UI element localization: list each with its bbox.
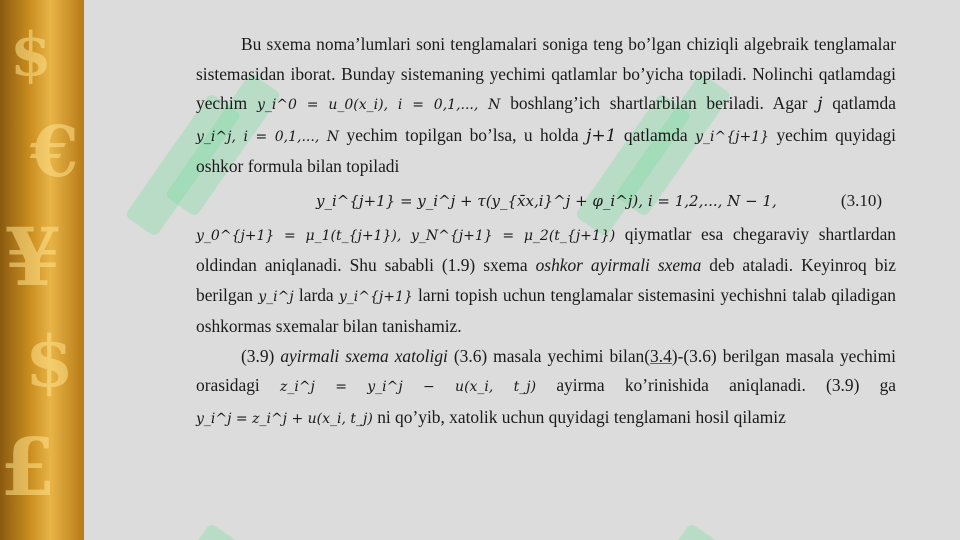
formula-next-layer: y_i^{j+1}	[695, 128, 770, 145]
equation-formula: y_i^{j+1} = y_i^j + τ(y_{x̄x,i}^j + φ_i^j), i = 1,2,..., N − 1,	[316, 191, 777, 210]
paragraph-3: (3.9) ayirmali sxema xatoligi (3.6) masala yechimi bilan(3.4)-(3.6) berilgan masala yechimi orasidagi z_i^j = y_i^j − u(x_i, t_j) ayirma ko’rinishida aniqlanadi. (3.9) ga y_i^j = z_i^j + u(x_i, t_j) ni qo’yib, xatolik uchun quyidagi tenglamani hosil qilamiz	[196, 345, 897, 427]
dollar-symbol-icon: $	[10, 20, 52, 90]
formula-initial-condition: y_i^0 = u_0(x_i), i = 0,1,..., N	[256, 97, 501, 113]
formula-j: j	[817, 94, 823, 114]
watermark-logo-icon	[124, 523, 241, 540]
formula-substitution: y_i^j = z_i^j + u(x_i, t_j)	[196, 410, 373, 427]
formula-y-i-j1: y_i^{j+1}	[338, 288, 413, 305]
dollar-symbol-icon: $	[25, 320, 74, 403]
yen-symbol-icon: ¥	[5, 210, 61, 304]
reference-3-4[interactable]: (3.4)	[644, 345, 678, 366]
formula-layer-solution: y_i^j, i = 0,1,..., N	[196, 128, 340, 145]
decorative-money-panel	[0, 0, 84, 540]
equation-number: (3.10)	[840, 190, 882, 210]
formula-boundary-values: y_0^{j+1} = μ_1(t_{j+1}), y_N^{j+1} = μ_2(t_{j+1})	[196, 227, 616, 244]
watermark-logo-icon	[604, 523, 721, 540]
formula-y-i-j: y_i^j	[258, 288, 294, 305]
euro-symbol-icon: €	[30, 110, 79, 193]
formula-j-plus-1: j+1	[586, 125, 617, 146]
term-scheme-error: ayirmali sxema xatoligi	[280, 345, 448, 366]
paragraph-1: Bu sxema noma’lumlari soni tenglamalari soniga teng bo’lgan chiziqli algebraik tenglamalar sistemasidan iborat. Bunday sistemaning yechimi qatlamlar bo’yicha topiladi. Nolinchi qatlamdagi yechim y_i^0 = u_0(x_i), i = 0,1,..., N boshlang’ich shartlarbilan beriladi. Agar j qatlamda y_i^j, i = 0,1,..., N yechim topilgan bo’lsa, u holda j+1 qatlamda y_i^{j+1} yechim quyidagi oshkor formula bilan topiladi	[196, 34, 896, 176]
paragraph-2: y_0^{j+1} = μ_1(t_{j+1}), y_N^{j+1} = μ_2(t_{j+1}) qiymatlar esa chegaraviy shartlardan oldindan aniqlanadi. Shu sababli (1.9) sxema oshkor ayirmali sxema deb ataladi. Keyinroq biz berilgan y_i^j larda y_i^{j+1} larni topish uchun tenglamalar sistemasini yechishni talab qiladigan oshkormas sxemalar bilan tanishamiz.	[196, 223, 896, 336]
pound-symbol-icon: £	[0, 420, 56, 514]
document-body	[196, 30, 896, 434]
term-explicit-scheme: oshkor ayirmali sxema	[535, 255, 702, 275]
equation-3-10	[196, 182, 896, 220]
formula-error-definition: z_i^j = y_i^j − u(x_i, t_j)	[279, 379, 537, 395]
